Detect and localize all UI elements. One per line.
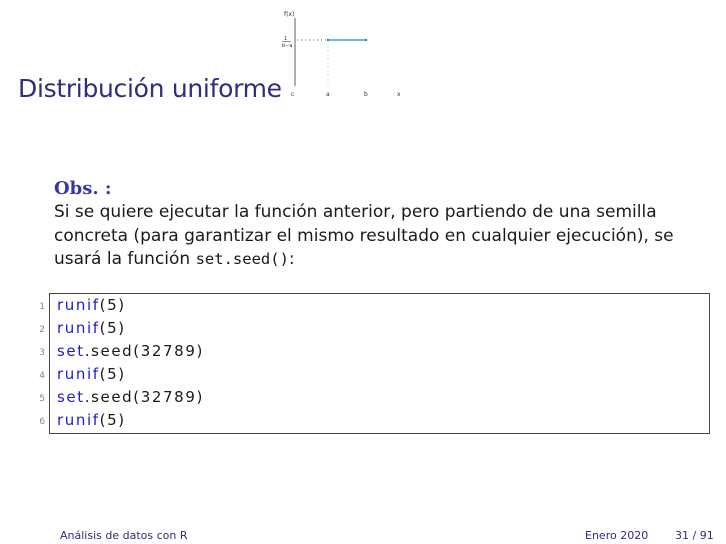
code-line bbox=[57, 411, 126, 429]
plot-x-label-x: x bbox=[397, 91, 401, 98]
obs-title: Obs. : bbox=[54, 178, 112, 199]
code-fn: set bbox=[57, 388, 85, 406]
code-listing-box bbox=[49, 293, 710, 434]
plot-x-label-b: b bbox=[364, 91, 368, 98]
code-fn: runif bbox=[57, 411, 100, 429]
code-line bbox=[57, 319, 126, 337]
slide-title: Distribución uniforme bbox=[18, 74, 282, 103]
code-args: (5) bbox=[99, 365, 126, 383]
code-rest: .seed bbox=[84, 342, 134, 360]
obs-text-after: : bbox=[288, 249, 295, 269]
code-fn: set bbox=[57, 342, 85, 360]
plot-x-label-a: a bbox=[326, 91, 330, 98]
code-fn: runif bbox=[57, 319, 100, 337]
line-number: 6 bbox=[39, 417, 45, 427]
plot-x-label-c: c bbox=[291, 91, 295, 98]
obs-paragraph bbox=[54, 201, 714, 272]
footer-date: Enero 2020 bbox=[585, 529, 649, 542]
observation-block bbox=[54, 178, 714, 272]
obs-inline-code: set.seed() bbox=[195, 250, 289, 268]
plot-y-label: f(x) bbox=[284, 11, 295, 18]
plot-point-a bbox=[327, 39, 329, 41]
line-number: 3 bbox=[39, 348, 45, 358]
line-number: 5 bbox=[39, 394, 45, 404]
code-fn: runif bbox=[57, 296, 100, 314]
code-args: (32789) bbox=[133, 342, 204, 360]
code-args: (5) bbox=[99, 411, 126, 429]
code-line bbox=[57, 296, 126, 314]
line-number: 4 bbox=[39, 371, 45, 381]
code-line bbox=[57, 365, 126, 383]
code-line bbox=[57, 388, 204, 406]
plot-point-b bbox=[365, 39, 367, 41]
line-number: 2 bbox=[39, 325, 45, 335]
code-line bbox=[57, 342, 204, 360]
uniform-density-plot bbox=[278, 6, 418, 102]
footer-course-title: Análisis de datos con R bbox=[60, 529, 188, 542]
plot-y-tick-numerator: 1 bbox=[284, 36, 288, 42]
code-rest: .seed bbox=[84, 388, 134, 406]
footer-page-number: 31 / 91 bbox=[675, 529, 714, 542]
plot-y-tick-denominator: b−a bbox=[282, 43, 293, 49]
code-args: (32789) bbox=[133, 388, 204, 406]
code-args: (5) bbox=[99, 319, 126, 337]
line-number: 1 bbox=[39, 302, 45, 312]
obs-text-before: Si se quiere ejecutar la función anterior, pero partiendo de una semilla concreta (para garantizar el mismo resultado en cualquier ejecución), se usará la función bbox=[54, 202, 674, 269]
code-args: (5) bbox=[99, 296, 126, 314]
code-fn: runif bbox=[57, 365, 100, 383]
